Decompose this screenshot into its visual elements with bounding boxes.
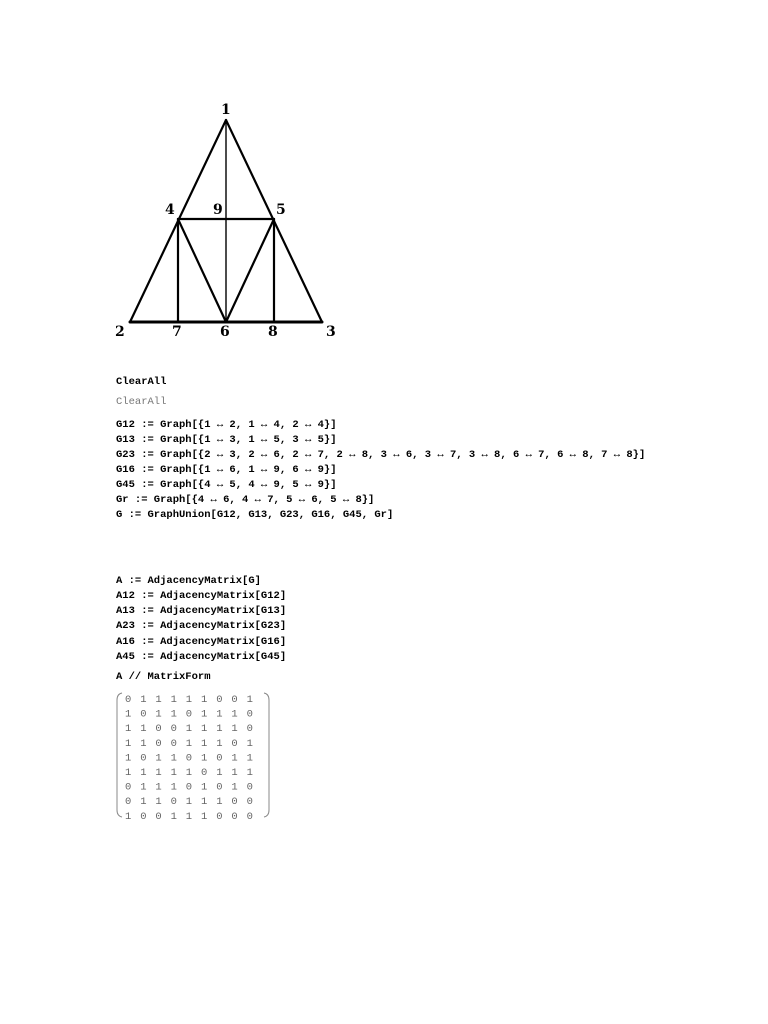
matrix-cell: 0	[125, 796, 132, 809]
matrix-cell: 1	[125, 752, 132, 765]
matrix-cell: 0	[170, 796, 177, 809]
matrix-cell: 1	[155, 694, 162, 706]
matrix-cell: 1	[216, 767, 223, 779]
matrix-cell: 0	[216, 781, 223, 794]
matrix-cell: 1	[155, 796, 162, 809]
matrix-cell: 1	[140, 781, 147, 794]
node-label-9: 9	[213, 202, 223, 218]
matrix-def-a: A := AdjacencyMatrix[G]	[116, 575, 261, 587]
matrix-cell: 1	[170, 708, 177, 721]
matrix-def-a45: A45 := AdjacencyMatrix[G45]	[116, 651, 287, 663]
matrix-def-a23: A23 := AdjacencyMatrix[G23]	[116, 620, 287, 632]
matrix-cell: 1	[170, 767, 177, 779]
matrix-cell: 1	[170, 810, 177, 820]
graph-def-g13: G13 := Graph[{1 ↔ 3, 1 ↔ 5, 3 ↔ 5}]	[116, 434, 337, 446]
matrix-cell: 1	[201, 810, 208, 820]
matrix-cell: 1	[155, 708, 162, 721]
matrix-cell: 1	[216, 796, 223, 809]
matrix-cell: 0	[155, 810, 162, 820]
matrix-cell: 0	[216, 694, 223, 706]
matrix-cell: 1	[125, 723, 132, 736]
matrix-cell: 1	[185, 694, 193, 706]
matrix-cell: 0	[185, 752, 193, 765]
matrix-cell: 1	[201, 796, 208, 809]
matrix-cell: 0	[155, 723, 162, 736]
matrix-cell: 1	[185, 737, 193, 750]
matrix-cell: 0	[201, 767, 208, 779]
matrix-cell: 1	[201, 708, 208, 721]
matrix-cell: 0	[231, 810, 238, 820]
matrixform-input[interactable]: A // MatrixForm	[116, 671, 211, 683]
matrix-cell: 1	[231, 723, 238, 736]
matrix-cell: 1	[125, 767, 132, 779]
matrix-cells	[125, 694, 253, 820]
node-label-3: 3	[326, 324, 336, 340]
matrix-cell: 0	[140, 708, 147, 721]
node-label-1: 1	[221, 102, 231, 118]
matrix-cell: 1	[185, 796, 193, 809]
node-label-4: 4	[165, 202, 175, 218]
matrix-cell: 0	[246, 810, 253, 820]
node-label-5: 5	[276, 202, 286, 218]
matrix-cell: 1	[140, 767, 147, 779]
matrix-cell: 0	[170, 723, 177, 736]
matrix-cell: 1	[125, 737, 132, 750]
matrix-cell: 0	[246, 796, 253, 809]
clearall-output: ClearAll	[116, 396, 167, 408]
matrix-cell: 0	[170, 737, 177, 750]
matrix-cell: 0	[246, 781, 253, 794]
clearall-input[interactable]: ClearAll	[116, 376, 167, 388]
matrix-cell: 1	[170, 694, 177, 706]
graph-def-g-union: G := GraphUnion[G12, G13, G23, G16, G45, Gr]	[116, 509, 394, 521]
matrix-cell: 0	[185, 781, 193, 794]
matrix-cell: 1	[231, 767, 238, 779]
matrix-cell: 0	[125, 694, 132, 706]
node-label-7: 7	[172, 324, 182, 340]
matrix-cell: 0	[231, 737, 238, 750]
matrix-cell: 0	[155, 737, 162, 750]
matrix-cell: 1	[140, 796, 147, 809]
matrix-cell: 1	[216, 708, 223, 721]
matrix-cell: 1	[125, 708, 132, 721]
matrix-cell: 0	[231, 694, 238, 706]
matrix-cell: 1	[246, 767, 253, 779]
matrix-def-a13: A13 := AdjacencyMatrix[G13]	[116, 605, 287, 617]
matrix-cell: 1	[185, 810, 193, 820]
matrix-cell: 0	[140, 752, 147, 765]
matrix-cell: 0	[246, 723, 253, 736]
matrix-cell: 1	[231, 781, 238, 794]
matrix-cell: 1	[216, 737, 223, 750]
matrix-cell: 1	[201, 781, 208, 794]
matrix-cell: 1	[140, 723, 147, 736]
matrix-cell: 0	[125, 781, 132, 794]
matrix-cell: 1	[140, 694, 147, 706]
matrix-cell: 0	[216, 752, 223, 765]
matrix-right-bracket	[264, 693, 269, 817]
matrix-def-a16: A16 := AdjacencyMatrix[G16]	[116, 636, 287, 648]
edge-5-6	[226, 219, 274, 322]
graph-def-g12: G12 := Graph[{1 ↔ 2, 1 ↔ 4, 2 ↔ 4}]	[116, 419, 337, 431]
matrix-left-bracket	[117, 693, 122, 817]
matrix-cell: 0	[185, 708, 193, 721]
matrix-cell: 1	[246, 694, 253, 706]
matrix-cell: 1	[155, 752, 162, 765]
matrix-cell: 0	[140, 810, 147, 820]
matrix-cell: 1	[140, 737, 147, 750]
adjacency-matrix-output	[116, 690, 272, 820]
graph-figure	[110, 95, 350, 345]
matrix-cell: 1	[155, 767, 162, 779]
matrix-cell: 1	[185, 723, 193, 736]
graph-def-gr: Gr := Graph[{4 ↔ 6, 4 ↔ 7, 5 ↔ 6, 5 ↔ 8}]	[116, 494, 375, 506]
matrix-cell: 1	[170, 752, 177, 765]
node-label-6: 6	[220, 324, 230, 340]
matrix-cell: 1	[216, 723, 223, 736]
matrix-cell: 1	[201, 752, 208, 765]
graph-def-g45: G45 := Graph[{4 ↔ 5, 4 ↔ 9, 5 ↔ 9}]	[116, 479, 337, 491]
matrix-cell: 0	[246, 708, 253, 721]
edge-4-6	[178, 219, 226, 322]
matrix-cell: 1	[246, 737, 253, 750]
node-label-8: 8	[268, 324, 278, 340]
graph-def-g16: G16 := Graph[{1 ↔ 6, 1 ↔ 9, 6 ↔ 9}]	[116, 464, 337, 476]
node-label-2: 2	[115, 324, 125, 340]
matrix-cell: 1	[170, 781, 177, 794]
matrix-cell: 1	[185, 767, 193, 779]
matrix-cell: 1	[231, 752, 238, 765]
matrix-cell: 1	[201, 694, 208, 706]
matrix-cell: 1	[231, 708, 238, 721]
matrix-cell: 1	[155, 781, 162, 794]
graph-def-g23: G23 := Graph[{2 ↔ 3, 2 ↔ 6, 2 ↔ 7, 2 ↔ 8, 3 ↔ 6, 3 ↔ 7, 3 ↔ 8, 6 ↔ 7, 6 ↔ 8, 7 ↔ 8}]	[116, 449, 646, 461]
matrix-cell: 1	[201, 737, 208, 750]
matrix-cell: 0	[216, 810, 223, 820]
matrix-cell: 0	[231, 796, 238, 809]
matrix-cell: 1	[201, 723, 208, 736]
matrix-def-a12: A12 := AdjacencyMatrix[G12]	[116, 590, 287, 602]
matrix-cell: 1	[125, 810, 132, 820]
matrix-cell: 1	[246, 752, 253, 765]
